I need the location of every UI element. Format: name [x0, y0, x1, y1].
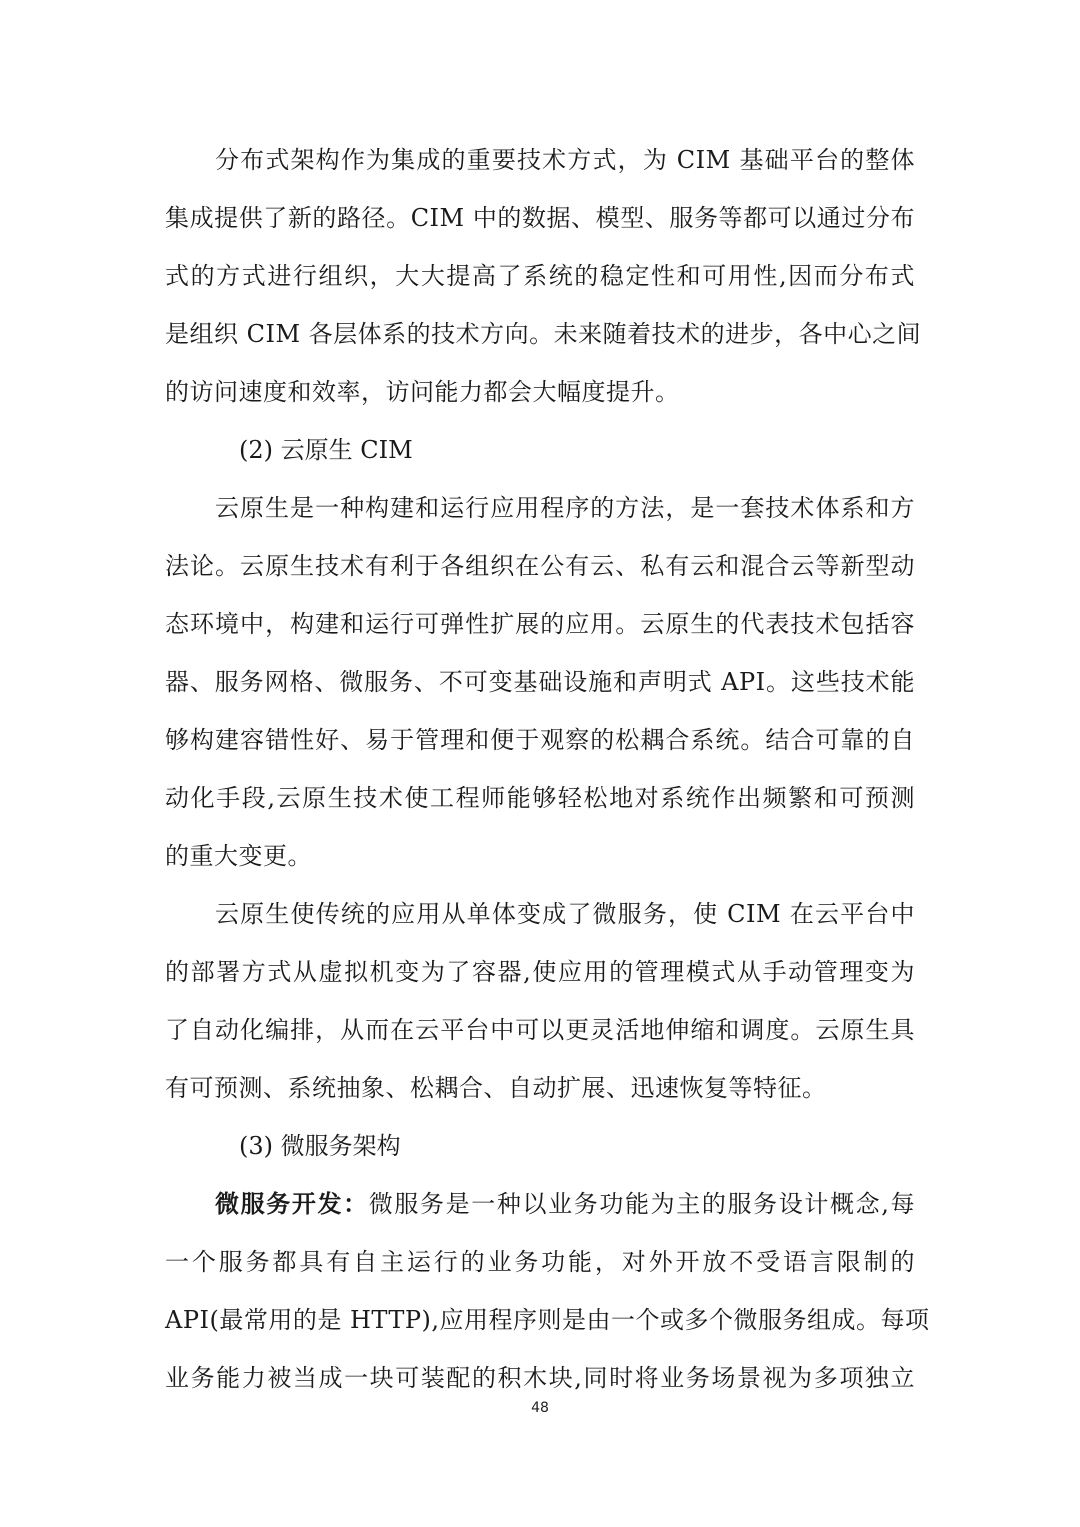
section-heading-cloud-native: (2) 云原生 CIM — [239, 436, 413, 464]
section-heading-microservices: (3) 微服务架构 — [239, 1132, 401, 1160]
paragraph-line: 云原生是一种构建和运行应用程序的方法，是一套技术体系和方 — [215, 494, 915, 522]
lead-term: 微服务开发： — [215, 1189, 369, 1218]
paragraph-line: 够构建容错性好、易于管理和便于观察的松耦合系统。结合可靠的自 — [165, 726, 915, 754]
paragraph-line: 业务能力被当成一块可装配的积木块,同时将业务场景视为多项独立 — [165, 1364, 915, 1392]
paragraph-line-lead — [165, 1175, 915, 1233]
paragraph-line: 是组织 CIM 各层体系的技术方向。未来随着技术的进步，各中心之间 — [165, 320, 922, 348]
paragraph-line: 集成提供了新的路径。CIM 中的数据、模型、服务等都可以通过分布 — [165, 204, 915, 232]
document-body — [165, 131, 930, 1407]
paragraph-line: 云原生使传统的应用从单体变成了微服务，使 CIM 在云平台中 — [215, 900, 915, 928]
paragraph-line: 的部署方式从虚拟机变为了容器,使应用的管理模式从手动管理变为 — [165, 958, 915, 986]
paragraph-line: 有可预测、系统抽象、松耦合、自动扩展、迅速恢复等特征。 — [165, 1074, 827, 1102]
paragraph-line: 法论。云原生技术有利于各组织在公有云、私有云和混合云等新型动 — [165, 552, 915, 580]
page-number: 48 — [531, 1400, 549, 1416]
lead-rest: 微服务是一种以业务功能为主的服务设计概念,每 — [368, 1190, 915, 1218]
paragraph-line: 的重大变更。 — [165, 842, 312, 870]
paragraph-line: 分布式架构作为集成的重要技术方式，为 CIM 基础平台的整体 — [215, 146, 915, 174]
paragraph-line: 了自动化编排，从而在云平台中可以更灵活地伸缩和调度。云原生具 — [165, 1016, 915, 1044]
paragraph-line: 态环境中，构建和运行可弹性扩展的应用。云原生的代表技术包括容 — [165, 610, 915, 638]
paragraph-line: 的访问速度和效率，访问能力都会大幅度提升。 — [165, 378, 680, 406]
paragraph-line: 动化手段,云原生技术使工程师能够轻松地对系统作出频繁和可预测 — [165, 784, 915, 812]
paragraph-line: 一个服务都具有自主运行的业务功能，对外开放不受语言限制的 — [165, 1248, 915, 1276]
paragraph-line: 式的方式进行组织，大大提高了系统的稳定性和可用性,因而分布式 — [165, 262, 915, 290]
paragraph-line: API(最常用的是 HTTP),应用程序则是由一个或多个微服务组成。每项 — [165, 1306, 930, 1334]
paragraph-line: 器、服务网格、微服务、不可变基础设施和声明式 API。这些技术能 — [165, 668, 915, 696]
